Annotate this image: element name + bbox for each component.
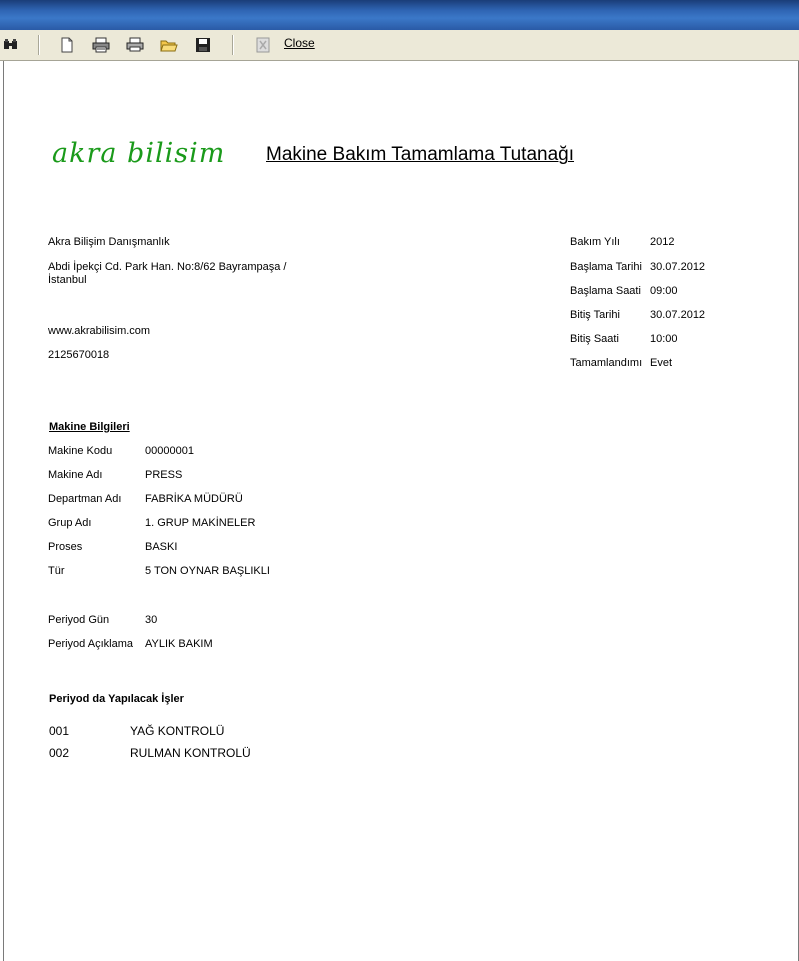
report-toolbar (0, 30, 799, 61)
type-label: Tür (48, 565, 65, 577)
start-date-label: Başlama Tarihi (570, 261, 642, 273)
completed-value: Evet (650, 357, 673, 369)
find-icon[interactable] (0, 35, 22, 55)
department-label: Departman Adı (48, 493, 122, 505)
end-time-label: Bitiş Saati (570, 333, 619, 345)
job-code: 001 (49, 724, 70, 738)
jobs-section-title: Periyod da Yapılacak İşler (49, 693, 184, 705)
maintenance-year-label: Bakım Yılı (570, 236, 620, 248)
report-page (3, 61, 799, 961)
machine-code-value: 00000001 (145, 445, 194, 457)
process-value: BASKI (145, 541, 178, 553)
print-icon[interactable] (124, 35, 146, 55)
machine-section-title: Makine Bilgileri (49, 421, 130, 433)
job-code: 002 (49, 746, 70, 760)
window-titlebar (0, 0, 799, 31)
group-label: Grup Adı (48, 517, 92, 529)
company-logo: akra bilisim (52, 138, 226, 169)
end-time-value: 10:00 (650, 333, 678, 345)
company-address-line1: Abdi İpekçi Cd. Park Han. No:8/62 Bayrampaşa / (48, 261, 287, 273)
end-date-label: Bitiş Tarihi (570, 309, 620, 321)
process-label: Proses (48, 541, 83, 553)
period-days-label: Periyod Gün (48, 614, 110, 626)
machine-code-label: Makine Kodu (48, 445, 113, 457)
start-date-value: 30.07.2012 (650, 261, 706, 273)
period-days-value: 30 (145, 614, 158, 626)
completed-label: Tamamlandımı (570, 357, 643, 369)
toolbar-separator (38, 35, 40, 55)
department-value: FABRİKA MÜDÜRÜ (145, 493, 243, 505)
end-date-value: 30.07.2012 (650, 309, 706, 321)
company-website: www.akrabilisim.com (48, 325, 151, 337)
start-time-label: Başlama Saati (570, 285, 641, 297)
job-name: RULMAN KONTROLÜ (130, 746, 251, 760)
group-value: 1. GRUP MAKİNELER (145, 517, 256, 529)
type-value: 5 TON OYNAR BAŞLIKLI (145, 565, 270, 577)
exit-icon[interactable] (252, 35, 274, 55)
company-name: Akra Bilişim Danışmanlık (48, 236, 170, 248)
close-button[interactable]: Close (284, 36, 315, 50)
period-description-label: Periyod Açıklama (48, 638, 133, 650)
machine-name-value: PRESS (145, 469, 183, 481)
period-description-value: AYLIK BAKIM (145, 638, 213, 650)
report-title: Makine Bakım Tamamlama Tutanağı (266, 144, 575, 165)
maintenance-year-value: 2012 (650, 236, 675, 248)
save-icon[interactable] (192, 35, 214, 55)
company-phone: 2125670018 (48, 349, 110, 361)
start-time-value: 09:00 (650, 285, 678, 297)
toolbar-separator (232, 35, 234, 55)
print-setup-icon[interactable] (90, 35, 112, 55)
company-address-line2: İstanbul (48, 274, 87, 286)
job-name: YAĞ KONTROLÜ (130, 724, 225, 738)
open-folder-icon[interactable] (158, 35, 180, 55)
machine-name-label: Makine Adı (48, 469, 103, 481)
page-icon[interactable] (56, 35, 78, 55)
